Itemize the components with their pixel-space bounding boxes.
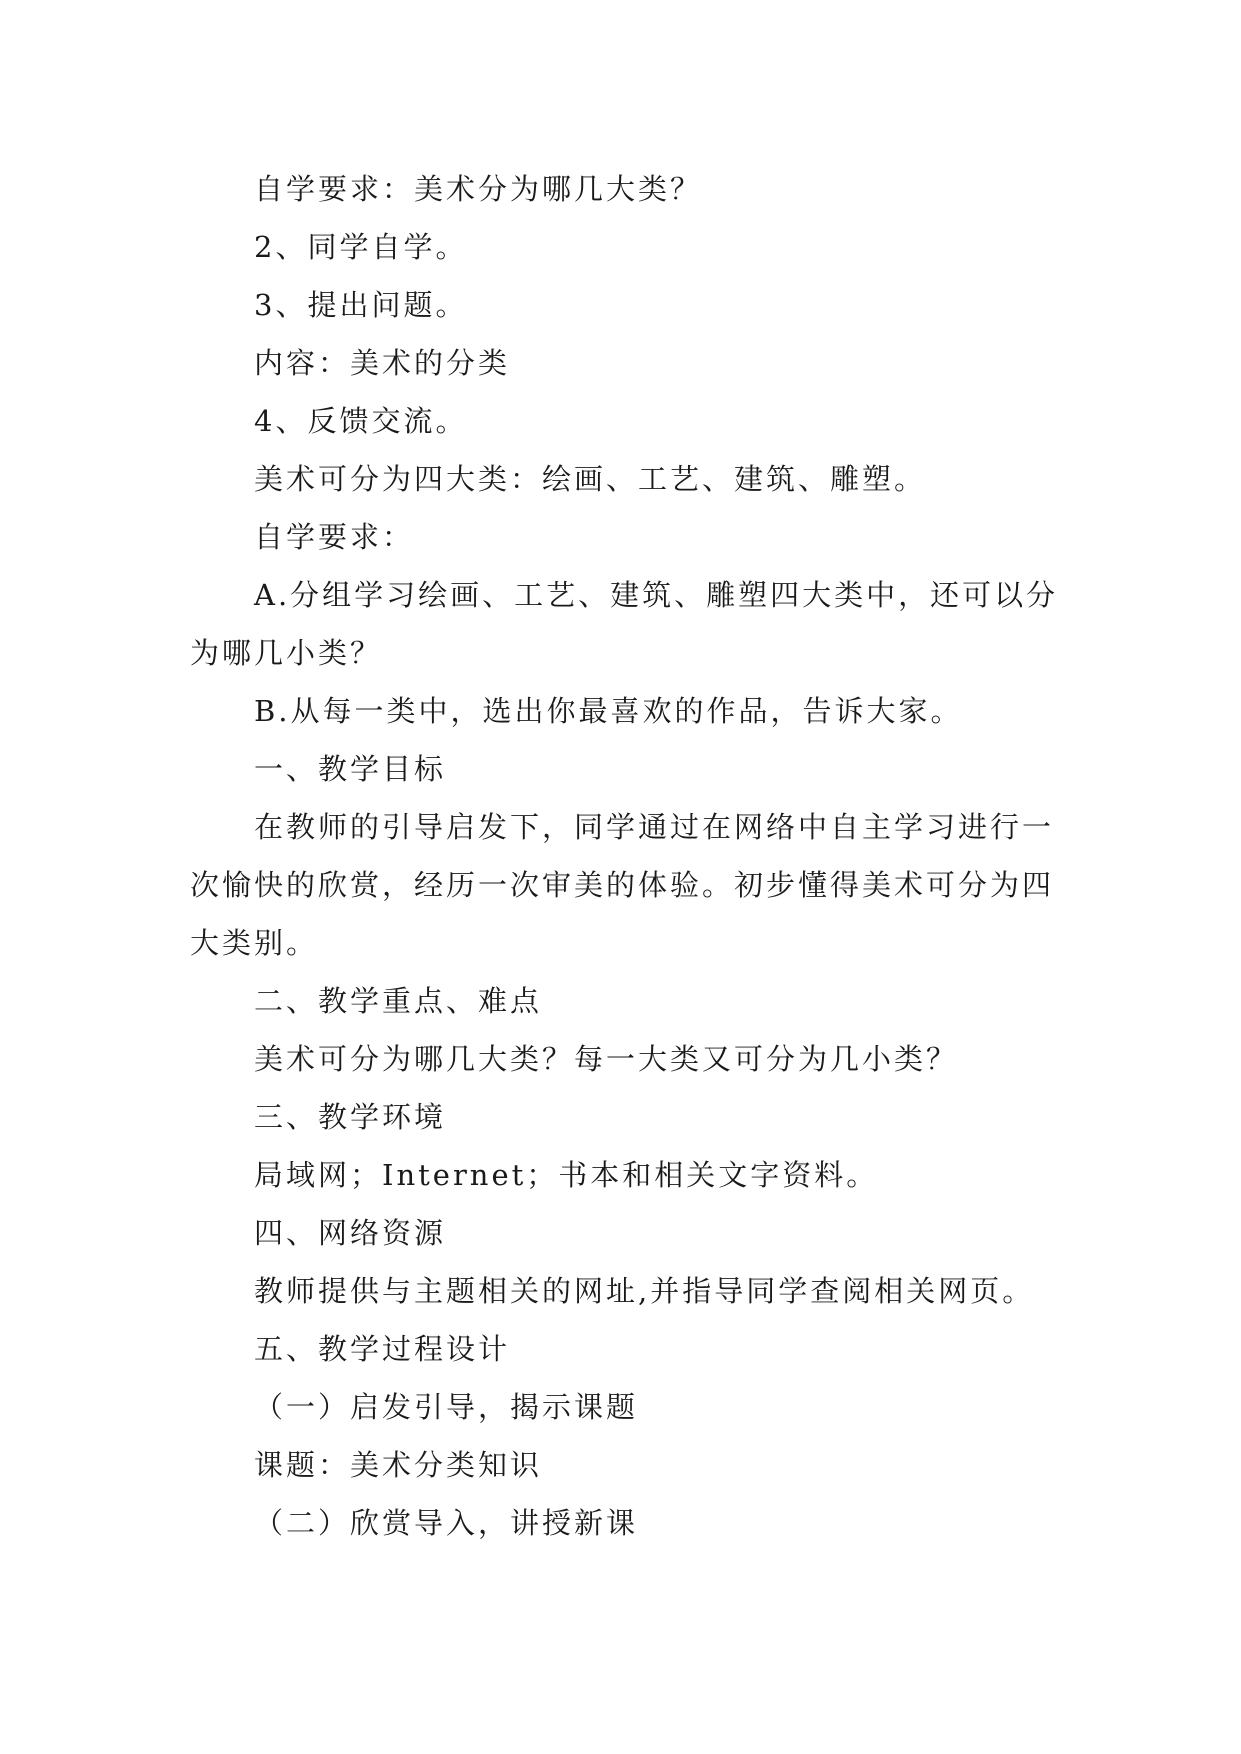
- section-heading: 五、教学过程设计: [254, 1332, 511, 1366]
- paragraph: 自学要求：美术分为哪几大类？: [254, 172, 703, 206]
- subsection-heading: （二）欣赏导入，讲授新课: [254, 1506, 639, 1540]
- paragraph: 4、反馈交流。: [254, 404, 468, 438]
- paragraph: A.分组学习绘画、工艺、建筑、雕塑四大类中，还可以分为哪几小类？: [190, 578, 1059, 670]
- paragraph: 3、提出问题。: [254, 288, 468, 322]
- section-heading: 二、教学重点、难点: [254, 984, 543, 1018]
- paragraph: 教师提供与主题相关的网址,并指导同学查阅相关网页。: [254, 1274, 1035, 1308]
- subsection-heading: （一）启发引导，揭示课题: [254, 1390, 639, 1424]
- paragraph: 美术可分为哪几大类？每一大类又可分为几小类？: [254, 1042, 959, 1076]
- section-heading: 一、教学目标: [254, 752, 447, 786]
- paragraph: 2、同学自学。: [254, 230, 468, 264]
- document-body: [190, 160, 1070, 1552]
- paragraph: 在教师的引导启发下，同学通过在网络中自主学习进行一次愉快的欣赏，经历一次审美的体验。初步懂得美术可分为四大类别。: [190, 810, 1055, 960]
- paragraph: 课题：美术分类知识: [254, 1448, 543, 1482]
- paragraph: 局域网；Internet；书本和相关文字资料。: [254, 1158, 879, 1192]
- paragraph: 内容：美术的分类: [254, 346, 511, 380]
- section-heading: 三、教学环境: [254, 1100, 447, 1134]
- paragraph: 自学要求：: [254, 520, 415, 554]
- section-heading: 四、网络资源: [254, 1216, 447, 1250]
- paragraph: B.从每一类中，选出你最喜欢的作品，告诉大家。: [254, 694, 963, 728]
- paragraph: 美术可分为四大类：绘画、工艺、建筑、雕塑。: [254, 462, 927, 496]
